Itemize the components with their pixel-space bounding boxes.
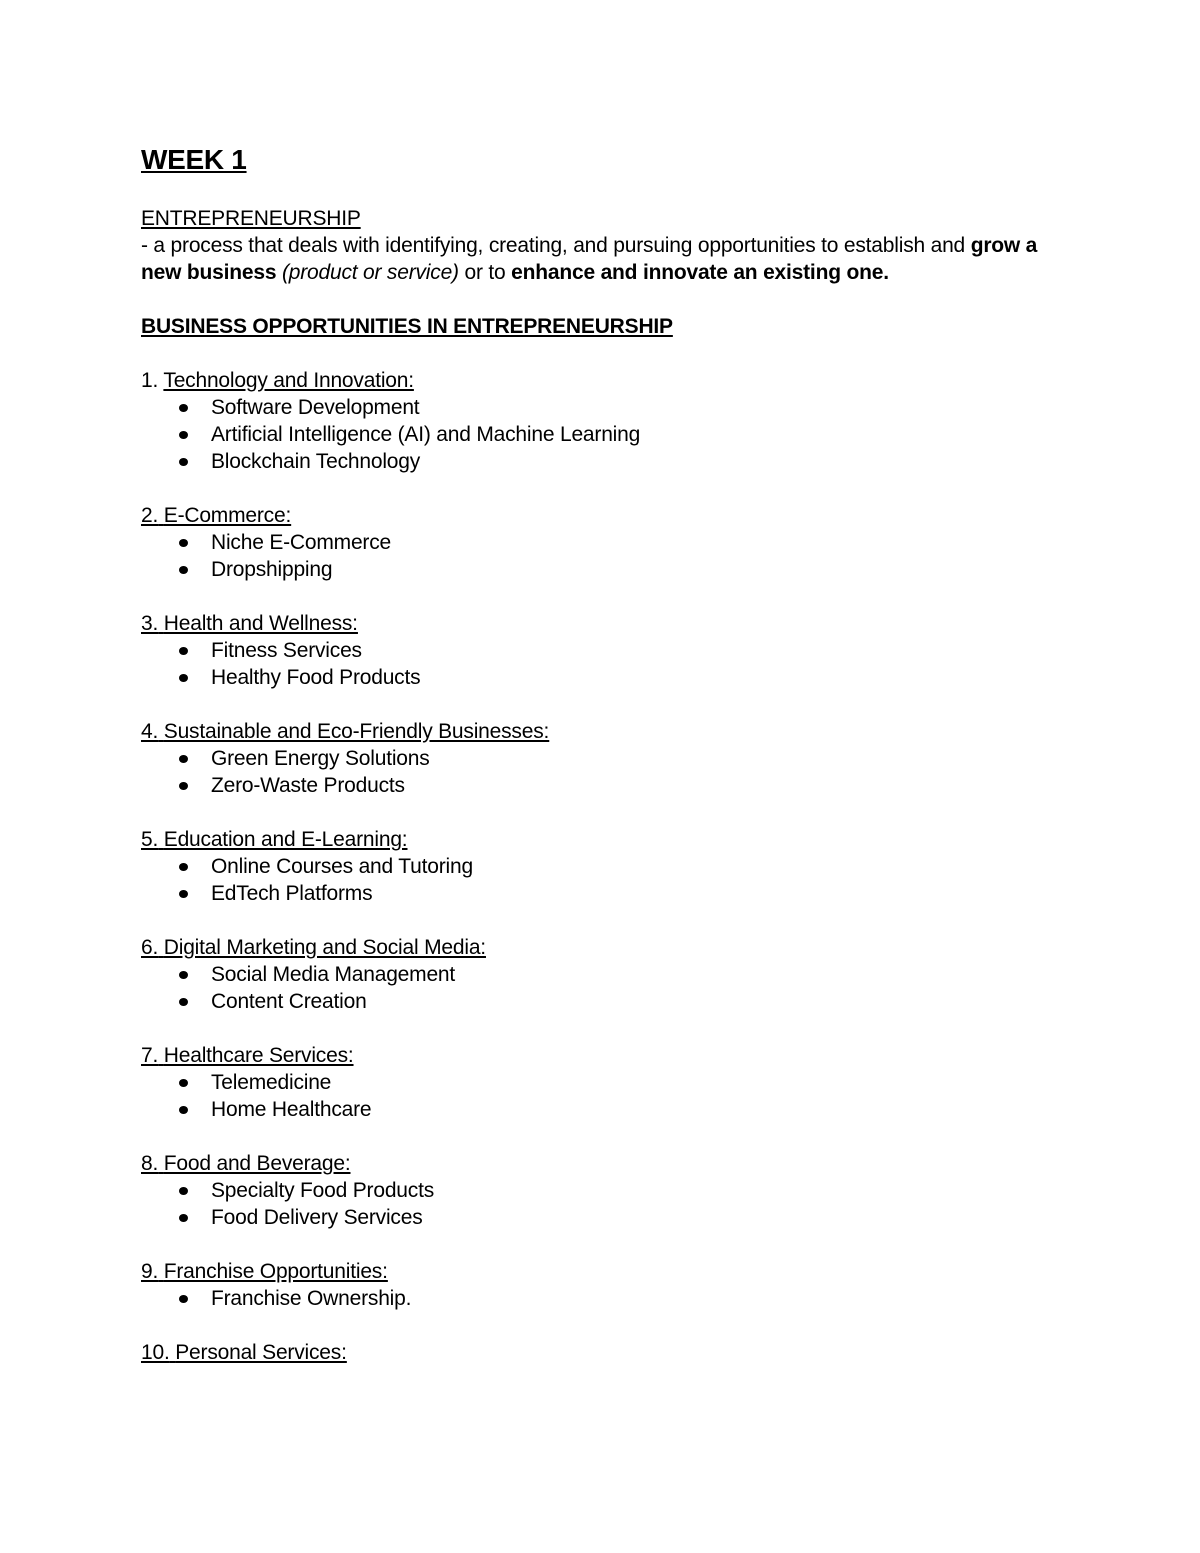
category-heading: [141, 1258, 1061, 1285]
list-item: [141, 448, 1061, 475]
bullet-list: [141, 637, 1061, 691]
category-block: [141, 502, 1061, 583]
bullet-icon: [179, 566, 188, 574]
category-block: [141, 610, 1061, 691]
list-item-text: Healthy Food Products: [211, 666, 421, 689]
category-heading: [141, 610, 1061, 637]
bullet-icon: [179, 1106, 188, 1114]
category-heading: [141, 1150, 1061, 1177]
category-label: Sustainable and Eco-Friendly Businesses:: [163, 720, 550, 743]
category-block: [141, 1150, 1061, 1231]
category-block: [141, 1258, 1061, 1312]
category-number: 5.: [141, 828, 159, 851]
category-number: 4.: [141, 720, 159, 743]
list-item: [141, 394, 1061, 421]
categories-list: [141, 367, 1061, 1366]
section-title: ENTREPRENEURSHIP: [141, 207, 361, 230]
list-item: [141, 556, 1061, 583]
list-item: [141, 1285, 1061, 1312]
category-block: [141, 1339, 1061, 1366]
category-label: Education and E-Learning:: [163, 828, 408, 851]
definition-paragraph: [141, 232, 1061, 286]
bullet-icon: [179, 431, 188, 439]
category-number: 6.: [141, 936, 159, 959]
list-item: [141, 1204, 1061, 1231]
list-item-text: Social Media Management: [211, 963, 456, 986]
list-item-text: Food Delivery Services: [211, 1206, 423, 1229]
category-heading: [141, 934, 1061, 961]
bullet-list: [141, 745, 1061, 799]
list-item-text: EdTech Platforms: [211, 882, 373, 905]
bullet-icon: [179, 674, 188, 682]
bullet-list: [141, 853, 1061, 907]
definition-text: - a process that deals with identifying, creating, and pursuing opportunities to establish and: [141, 234, 971, 257]
category-number: 7.: [141, 1044, 159, 1067]
category-label: Digital Marketing and Social Media:: [163, 936, 486, 959]
opportunities-title: BUSINESS OPPORTUNITIES IN ENTREPRENEURSHIP: [141, 315, 673, 338]
list-item-text: Zero-Waste Products: [211, 774, 405, 797]
definition-italic: (product or service): [281, 261, 459, 284]
category-number: 1.: [141, 369, 159, 392]
bullet-icon: [179, 755, 188, 763]
week-title: WEEK 1: [141, 144, 247, 175]
bullet-icon: [179, 458, 188, 466]
list-item-text: Home Healthcare: [211, 1098, 372, 1121]
list-item: [141, 853, 1061, 880]
bullet-icon: [179, 647, 188, 655]
category-block: [141, 367, 1061, 475]
list-item: [141, 529, 1061, 556]
bullet-icon: [179, 971, 188, 979]
category-heading: [141, 502, 1061, 529]
list-item-text: Online Courses and Tutoring: [211, 855, 473, 878]
category-label: Personal Services:: [175, 1341, 347, 1364]
bullet-list: [141, 1069, 1061, 1123]
bullet-icon: [179, 1214, 188, 1222]
list-item-text: Franchise Ownership.: [211, 1287, 412, 1310]
list-item-text: Niche E-Commerce: [211, 531, 392, 554]
category-heading: [141, 826, 1061, 853]
bullet-icon: [179, 782, 188, 790]
document-page: [141, 140, 1061, 1366]
category-number: 10.: [141, 1341, 170, 1364]
bullet-list: [141, 961, 1061, 1015]
definition-connector: or to: [458, 261, 512, 284]
list-item-text: Specialty Food Products: [211, 1179, 435, 1202]
bullet-icon: [179, 539, 188, 547]
list-item: [141, 1177, 1061, 1204]
category-label: E-Commerce:: [163, 504, 292, 527]
list-item-text: Telemedicine: [211, 1071, 332, 1094]
category-number: 3.: [141, 612, 159, 635]
bullet-list: [141, 394, 1061, 475]
bullet-list: [141, 529, 1061, 583]
list-item-text: Artificial Intelligence (AI) and Machine Learning: [211, 423, 641, 446]
definition-bold-1: grow a new business: [141, 234, 1038, 284]
bullet-icon: [179, 1295, 188, 1303]
bullet-icon: [179, 1079, 188, 1087]
list-item: [141, 880, 1061, 907]
category-label: Healthcare Services:: [163, 1044, 354, 1067]
bullet-icon: [179, 863, 188, 871]
category-heading: [141, 718, 1061, 745]
list-item-text: Software Development: [211, 396, 420, 419]
category-number: 9.: [141, 1260, 159, 1283]
category-number: 2.: [141, 504, 159, 527]
list-item: [141, 1069, 1061, 1096]
list-item: [141, 961, 1061, 988]
list-item: [141, 745, 1061, 772]
category-block: [141, 934, 1061, 1015]
list-item: [141, 421, 1061, 448]
bullet-list: [141, 1285, 1061, 1312]
bullet-list: [141, 1177, 1061, 1231]
category-label: Franchise Opportunities:: [163, 1260, 388, 1283]
category-block: [141, 826, 1061, 907]
bullet-icon: [179, 998, 188, 1006]
list-item: [141, 772, 1061, 799]
category-heading: [141, 1339, 1061, 1366]
list-item: [141, 1096, 1061, 1123]
list-item-text: Content Creation: [211, 990, 367, 1013]
category-number: 8.: [141, 1152, 159, 1175]
category-label: Technology and Innovation:: [163, 369, 414, 392]
list-item: [141, 637, 1061, 664]
definition-bold-2: enhance and innovate an existing one.: [511, 261, 889, 284]
list-item-text: Fitness Services: [211, 639, 362, 662]
category-label: Health and Wellness:: [163, 612, 358, 635]
list-item: [141, 664, 1061, 691]
bullet-icon: [179, 890, 188, 898]
category-block: [141, 1042, 1061, 1123]
bullet-icon: [179, 1187, 188, 1195]
category-label: Food and Beverage:: [163, 1152, 351, 1175]
category-block: [141, 718, 1061, 799]
bullet-icon: [179, 404, 188, 412]
category-heading: [141, 367, 1061, 394]
list-item: [141, 988, 1061, 1015]
list-item-text: Blockchain Technology: [211, 450, 421, 473]
list-item-text: Dropshipping: [211, 558, 333, 581]
list-item-text: Green Energy Solutions: [211, 747, 430, 770]
category-heading: [141, 1042, 1061, 1069]
